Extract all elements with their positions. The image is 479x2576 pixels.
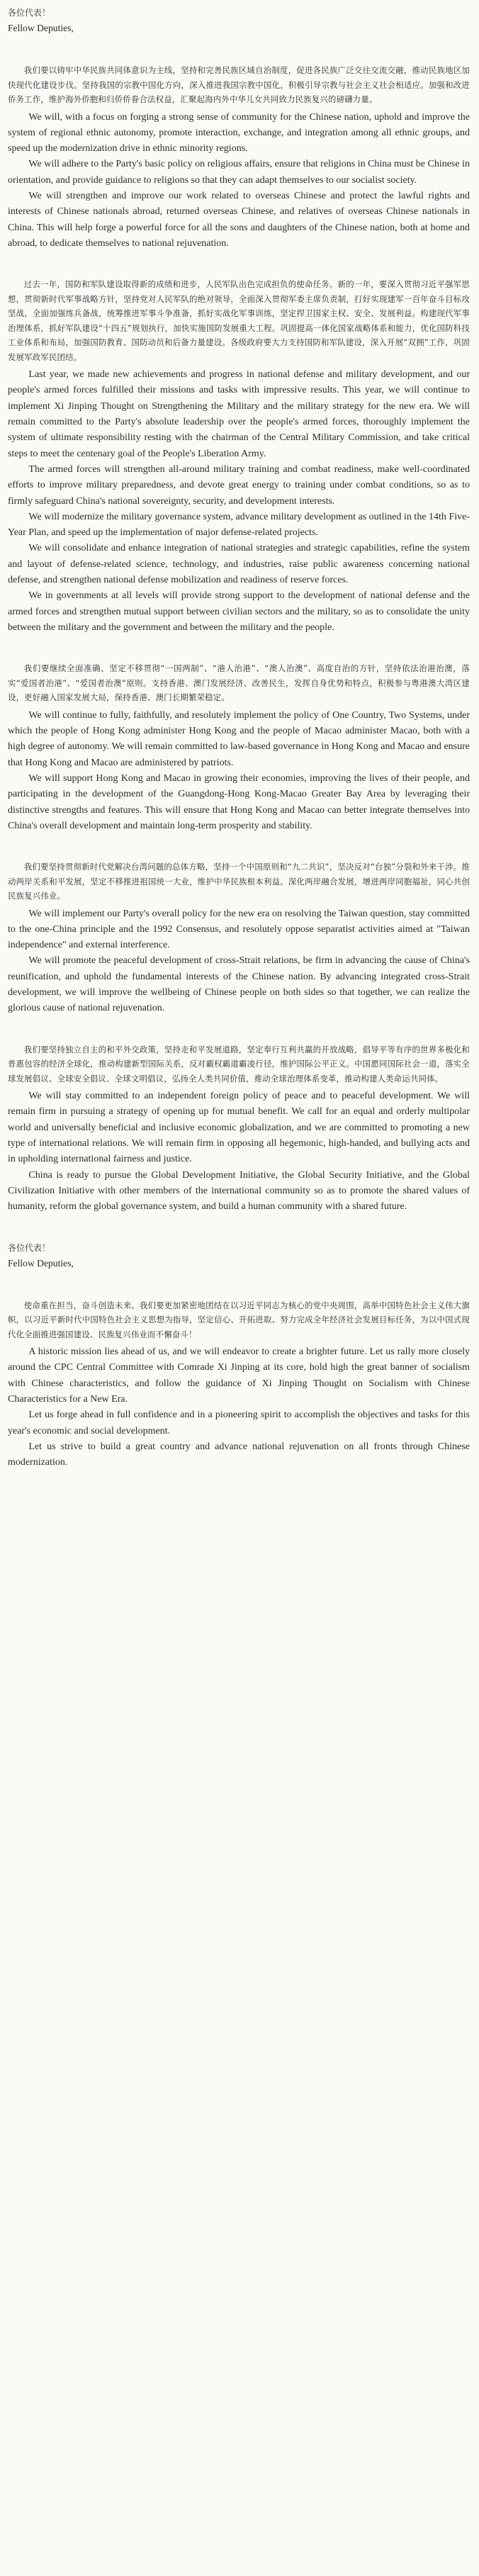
en-paragraph: The armed forces will strengthen all-around military training and combat readiness, make well-coordinated efforts to improve military preparedness, and devote great energy to training under combat conditions, so as to firmly safeguard China's national sovereignty, security, and development interests. [8, 463, 470, 507]
section-closing [8, 1241, 470, 1471]
zh-paragraph: 我们要坚持贯彻新时代党解决台湾问题的总体方略，坚持一个中国原则和“九二共识”，坚决反对“台独”分裂和外来干涉。推动两岸关系和平发展，坚定不移推进祖国统一大业，维护中华民族根本利益。深化两岸融合发展，增进两岸同胞福祉，同心共创民族复兴伟业。 [8, 862, 470, 901]
section-divider [8, 636, 470, 661]
en-paragraph: We will promote the peaceful development of cross-Strait relations, be firm in advancing the cause of China's reunification, and uphold the fundamental interests of the Chinese nation. By advancing integrated cross-Strait development, we will improve the wellbeing of Chinese people on both sides so that together, we can realize the glorious cause of national rejuvenation. [8, 955, 470, 1014]
section-divider [8, 834, 470, 860]
section-divider [8, 1215, 470, 1241]
en-paragraph: We will strengthen and improve our work related to overseas Chinese and protect the lawful rights and interests of Chinese nationals abroad, returned overseas Chinese, and relatives of overseas Chinese nationals in China. This will help forge a powerful force for all the sons and daughters of the Chinese nation, both at home and abroad, to dedicate themselves to national rejuvenation. [8, 190, 470, 249]
section-defense [8, 277, 470, 636]
section-taiwan [8, 860, 470, 1017]
en-paragraph: Let us forge ahead in full confidence and in a pioneering spirit to accomplish the objectives and tasks for this year's economic and social development. [8, 1410, 470, 1436]
en-paragraph: A historic mission lies ahead of us, and we will endeavor to create a brighter future. Let us rally more closely around the CPC Central Committee with Comrade Xi Jinping at its core, hold high the great banner of socialism with Chinese characteristics, and follow the guidance of Xi Jinping Thought on Socialism with Chinese Characteristics for a New Era. [8, 1346, 470, 1405]
en-paragraph: We will implement our Party's overall policy for the new era on resolving the Taiwan question, stay committed to the one-China principle and the 1992 Consensus, and resolutely oppose separatist activities aimed at "Taiwan independence" and external interference. [8, 908, 470, 951]
zh-paragraph: 使命重在担当，奋斗创造未来。我们要更加紧密地团结在以习近平同志为核心的党中央周围，高举中国特色社会主义伟大旗帜，以习近平新时代中国特色社会主义思想为指导，坚定信心、开拓进取、努力完成全年经济社会发展目标任务，为以中国式现代化全面推进强国建设、民族复兴伟业而不懈奋斗！ [8, 1300, 470, 1339]
zh-paragraph: 我们要以铸牢中华民族共同体意识为主线，坚持和完善民族区域自治制度，促进各民族广泛交往交流交融，推动民族地区加快现代化建设步伐。坚持我国的宗教中国化方向，深入推进我国宗教中国化，积极引导宗教与社会主义社会相适应。加强和改进侨务工作，维护海外侨胞和归侨侨眷合法权益，汇聚起海内外中华儿女共同致力民族复兴的磅礴力量。 [8, 65, 470, 104]
en-paragraph: We will consolidate and enhance integration of national strategies and strategic capabilities, refine the system and layout of defense-related science, technology, and industries, raise public awareness concerning national defense, and strengthen national defense mobilization and readiness of reserve forces. [8, 543, 470, 586]
zh-paragraph: 我们要继续全面准确、坚定不移贯彻“一国两制”、“港人治港”、“澳人治澳”、高度自治的方针，坚持依法治港治澳，落实“爱国者治港”、“爱国者治澳”原则。支持香港、澳门发展经济、改善民生，发挥自身优势和特点，积极参与粤港澳大湾区建设，更好融入国家发展大局，保持香港、澳门长期繁荣稳定。 [8, 663, 470, 703]
zh-paragraph: 我们要坚持独立自主的和平外交政策，坚持走和平发展道路，坚定奉行互利共赢的开放战略，倡导平等有序的世界多极化和普惠包容的经济全球化，推动构建新型国际关系，反对霸权霸道霸凌行径，维护国际公平正义。中国愿同国际社会一道，落实全球发展倡议、全球安全倡议、全球文明倡议，弘扬全人类共同价值，推动全球治理体系变革，推动构建人类命运共同体。 [8, 1044, 470, 1084]
closing-greeting-en: Fellow Deputies, [8, 1257, 74, 1269]
en-paragraph: We will modernize the military governance system, advance military development as outlined in the 14th Five-Year Plan, and speed up the implementation of major defense-related projects. [8, 511, 470, 539]
closing-greeting-zh: 各位代表！ [8, 1242, 51, 1253]
en-paragraph: Let us strive to build a great country and advance national rejuvenation on all fronts through Chinese modernization. [8, 1441, 470, 1468]
greeting-en: Fellow Deputies, [8, 23, 74, 33]
en-paragraph: We will stay committed to an independent foreign policy of peace and to peaceful development. We will remain firm in pursuing a strategy of opening up for mutual benefit. We call for an equal and orderly multipolar world and universally beneficial and inclusive economic globalization, and we are committed to promoting a new type of international relations. We will remain firm in opposing all hegemonic, high-handed, and bullying acts and in upholding international fairness and justice. [8, 1091, 470, 1165]
en-paragraph: We will adhere to the Party's basic policy on religious affairs, ensure that religions in China must be Chinese in orientation, and provide guidance to religions so that they can adapt themselves to our socialist society. [8, 159, 470, 186]
en-paragraph: We will support Hong Kong and Macao in growing their economies, improving the lives of their people, and participating in the development of the Guangdong-Hong Kong-Macao Greater Bay Area by leveraging their distinctive strengths and features. This will ensure that Hong Kong and Macao can better integrate themselves into China's overall development and maintain long-term prosperity and stability. [8, 772, 470, 831]
section-hong-kong-macao [8, 661, 470, 834]
en-paragraph: We will, with a focus on forging a strong sense of community for the Chinese nation, uphold and improve the system of regional ethnic autonomy, promote interaction, exchange, and integration among all ethnic groups, and speed up the modernization drive in ethnic minority regions. [8, 111, 470, 154]
greeting-zh: 各位代表！ [8, 8, 51, 18]
zh-paragraph: 过去一年，国防和军队建设取得新的成绩和进步，人民军队出色完成担负的使命任务。新的一年，要深入贯彻习近平强军思想，贯彻新时代军事战略方针，坚持党对人民军队的绝对领导，全面深入贯彻军委主席负责制，打好实现建军一百年奋斗目标攻坚战，全面加强练兵备战，统筹推进军事斗争准备，抓好实战化军事训练，坚定捍卫国家主权、安全、发展利益。构建现代军事治理体系，抓好军队建设“十四五”规划执行，加快实施国防发展重大工程。巩固提高一体化国家战略体系和能力，优化国防科技工业体系和布局，加强国防教育、国防动员和后备力量建设。各级政府要大力支持国防和军队建设，深入开展“双拥”工作，巩固发展军政军民团结。 [8, 279, 470, 362]
section-foreign-policy [8, 1042, 470, 1215]
en-paragraph: We in governments at all levels will provide strong support to the development of national defense and the armed forces and strengthen mutual support between civilian sectors and the military, so as to consolidate the unity between the military and the government and between the military and the people. [8, 590, 470, 633]
en-paragraph: China is ready to pursue the Global Development Initiative, the Global Security Initiative, and the Global Civilization Initiative with other members of the international community so as to promote the shared values of humanity, reform the global governance system, and build a human community with a shared future. [8, 1169, 470, 1213]
section-divider [8, 252, 470, 277]
section-ethnic-religion [8, 63, 470, 252]
section-divider [8, 1017, 470, 1042]
en-paragraph: We will continue to fully, faithfully, and resolutely implement the policy of One Country, Two Systems, under which the people of Hong Kong administer Hong Kong and the people of Macao administer Macao, both with a high degree of autonomy. We will remain committed to law-based governance in Hong Kong and Macao and ensure that Hong Kong and Macao are administered by patriots. [8, 709, 470, 768]
en-paragraph: Last year, we made new achievements and progress in national defense and military development, and our people's armed forces fulfilled their missions and tasks with impressive results. This year, we will continue to implement Xi Jinping Thought on Strengthening the Military and the military strategy for the new era. We will remain committed to the Party's absolute leadership over the people's armed forces, thoroughly implement the system of ultimate responsibility resting with the chairman of the Central Military Commission, and take critical steps to meet the centenary goal of the People's Liberation Army. [8, 369, 470, 459]
